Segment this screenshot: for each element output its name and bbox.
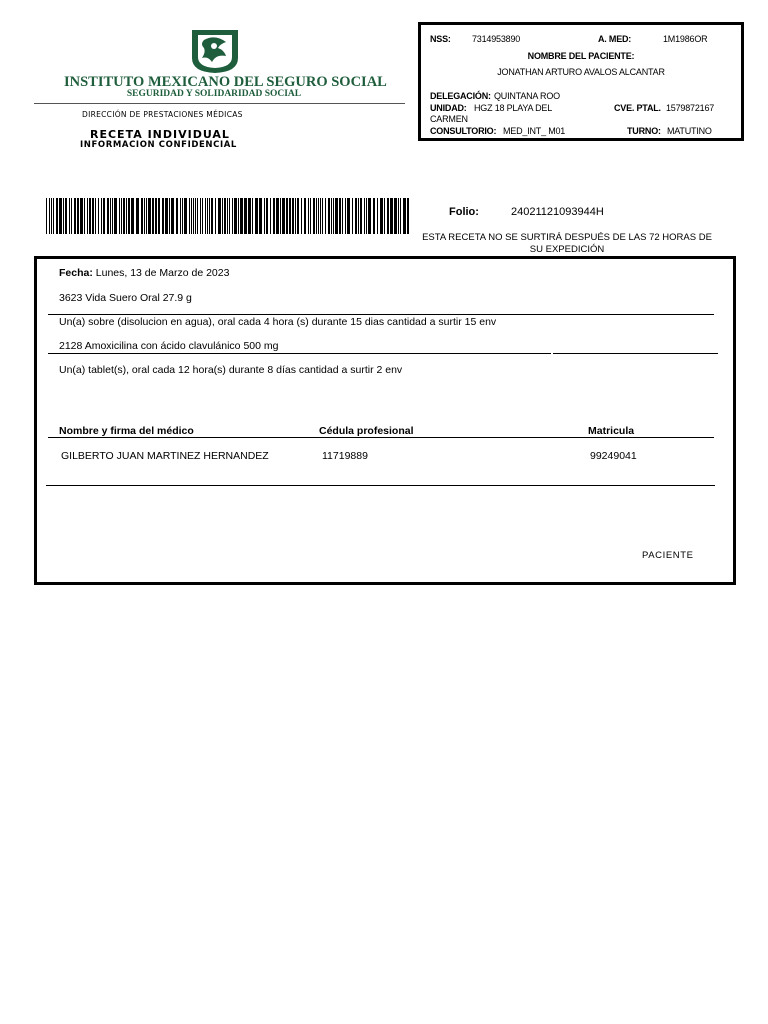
consultorio-label: CONSULTORIO:	[430, 126, 497, 136]
cve-ptal-label: CVE. PTAL.	[614, 103, 661, 113]
doctor-name-header: Nombre y firma del médico	[59, 425, 194, 437]
unidad-value: HGZ 18 PLAYA DEL	[474, 103, 553, 113]
delegacion-value: QUINTANA ROO	[494, 91, 560, 101]
row-divider	[48, 314, 714, 315]
row-divider	[48, 353, 551, 354]
folio-value: 24021121093944H	[511, 206, 604, 218]
delegacion-label: DELEGACIÓN:	[430, 91, 491, 101]
matricula-value: 99249041	[590, 450, 637, 462]
institution-name: INSTITUTO MEXICANO DEL SEGURO SOCIAL	[64, 74, 387, 90]
unidad-value-continued: CARMEN	[430, 114, 468, 124]
medicine-1: 3623 Vida Suero Oral 27.9 g	[59, 292, 192, 304]
amed-value: 1M1986OR	[663, 34, 708, 44]
instructions-1: Un(a) sobre (disolucion en agua), oral cada 4 hora (s) durante 15 dias cantidad a surtir 15 env	[59, 316, 497, 328]
unidad-label: UNIDAD:	[430, 103, 467, 113]
folio-label: Folio:	[449, 206, 479, 218]
turno-value: MATUTINO	[667, 126, 712, 136]
nss-value: 7314953890	[472, 34, 521, 44]
row-divider	[553, 353, 718, 354]
copy-label: PACIENTE	[642, 550, 694, 561]
turno-label: TURNO:	[627, 126, 661, 136]
fecha-value: Lunes, 13 de Marzo de 2023	[95, 267, 230, 279]
institution-motto: SEGURIDAD Y SOLIDARIDAD SOCIAL	[126, 89, 302, 99]
medicine-2: 2128 Amoxicilina con ácido clavulánico 500 mg	[59, 340, 279, 352]
patient-name-value: JONATHAN ARTURO AVALOS ALCANTAR	[497, 67, 665, 77]
consultorio-value: MED_INT_ M01	[503, 126, 566, 136]
row-divider	[48, 437, 714, 438]
doctor-name: GILBERTO JUAN MARTINEZ HERNANDEZ	[61, 450, 269, 462]
document-subtitle: INFORMACION CONFIDENCIAL	[80, 140, 237, 150]
imss-eagle-emblem-icon	[190, 28, 240, 74]
cve-ptal-value: 1579872167	[666, 103, 715, 113]
matricula-header: Matricula	[588, 425, 635, 437]
document-title: RECETA INDIVIDUAL	[90, 128, 230, 141]
cedula-value: 11719889	[322, 450, 368, 462]
direction-text: DIRECCIÓN DE PRESTACIONES MÉDICAS	[82, 110, 243, 119]
patient-name-label: NOMBRE DEL PACIENTE:	[527, 51, 635, 61]
cedula-header: Cédula profesional	[319, 425, 414, 437]
barcode	[46, 198, 410, 234]
prescription-box	[34, 256, 736, 585]
instructions-2: Un(a) tablet(s), oral cada 12 hora(s) durante 8 días cantidad a surtir 2 env	[59, 364, 403, 376]
fecha-row	[59, 267, 229, 279]
amed-label: A. MED:	[598, 34, 632, 44]
nss-label: NSS:	[430, 34, 451, 44]
row-divider	[46, 485, 715, 486]
expiry-warning: ESTA RECETA NO SE SURTIRÁ DESPUÉS DE LAS 72 HORAS DE SU EXPEDICIÓN	[422, 232, 712, 255]
header-divider	[34, 103, 405, 104]
fecha-label: Fecha:	[59, 267, 93, 279]
